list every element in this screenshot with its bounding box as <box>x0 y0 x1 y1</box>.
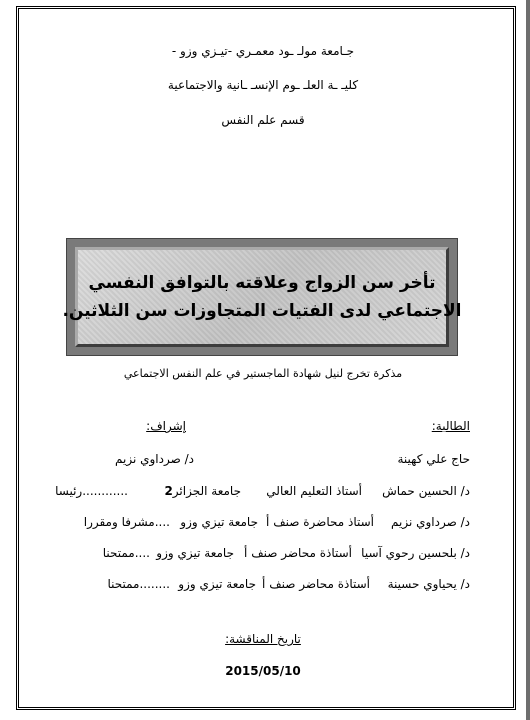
committee-member-university: جامعة تيزي وزو <box>180 515 258 529</box>
committee-member-role: ............رئيسا <box>55 484 128 498</box>
committee-member-rank: أستاذ التعليم العالي <box>266 484 362 498</box>
thesis-title-line-1: تأخر سن الزواج وعلاقته بالتوافق النفسي <box>88 273 436 293</box>
department-name: قسم علم النفس <box>221 113 305 127</box>
discussion-date: 2015/05/10 <box>225 664 301 678</box>
supervisor-label: إشراف: <box>146 419 186 433</box>
university-number: 2 <box>164 484 173 498</box>
committee-member-role: ....ممتحنا <box>102 546 150 560</box>
committee-member-name: د/ بلحسين رحوي آسيا <box>361 546 470 560</box>
committee-member-rank: أستاذة محاضر صنف أ <box>244 546 352 560</box>
committee-member-rank: أستاذة محاضر صنف أ <box>262 577 370 591</box>
thesis-title-line-2: الاجتماعي لدى الفتيات المتجاوزات سن الثلاثين. <box>62 301 462 321</box>
student-name: حاج علي كهينة <box>397 452 470 466</box>
committee-member-role: ........ممتحنا <box>107 577 170 591</box>
thesis-subtitle: مذكرة تخرج لنيل شهادة الماجستير في علم النفس الاجتماعي <box>123 367 403 380</box>
title-panel <box>62 247 462 347</box>
supervisor-name: د/ صرداوي نزيم <box>115 452 194 466</box>
committee-member-university: جامعة الجزائر2 <box>164 484 241 498</box>
university-name: جـامعة مولـ ـود معمـري -تيـزي وزو - <box>171 44 355 58</box>
committee-member-university: جامعة تيزي وزو <box>156 546 234 560</box>
committee-member-name: د/ الحسين حماش <box>382 484 470 498</box>
committee-member-rank: أستاذ محاضرة صنف أ <box>266 515 374 529</box>
student-label: الطالبة: <box>431 419 470 433</box>
committee-member-university: جامعة تيزي وزو <box>178 577 256 591</box>
committee-member-name: د/ يحياوي حسينة <box>387 577 470 591</box>
title-frame <box>62 238 462 356</box>
committee-member-name: د/ صرداوي نزيم <box>391 515 470 529</box>
faculty-name: كليـ ـة العلـ ـوم الإنسـ ـانية والاجتماعية <box>167 78 359 92</box>
committee-member-role: ....مشرفا ومقررا <box>83 515 170 529</box>
page-border <box>16 6 516 710</box>
viewer-edge <box>526 0 530 720</box>
discussion-date-label: تاريخ المناقشة: <box>225 632 301 646</box>
